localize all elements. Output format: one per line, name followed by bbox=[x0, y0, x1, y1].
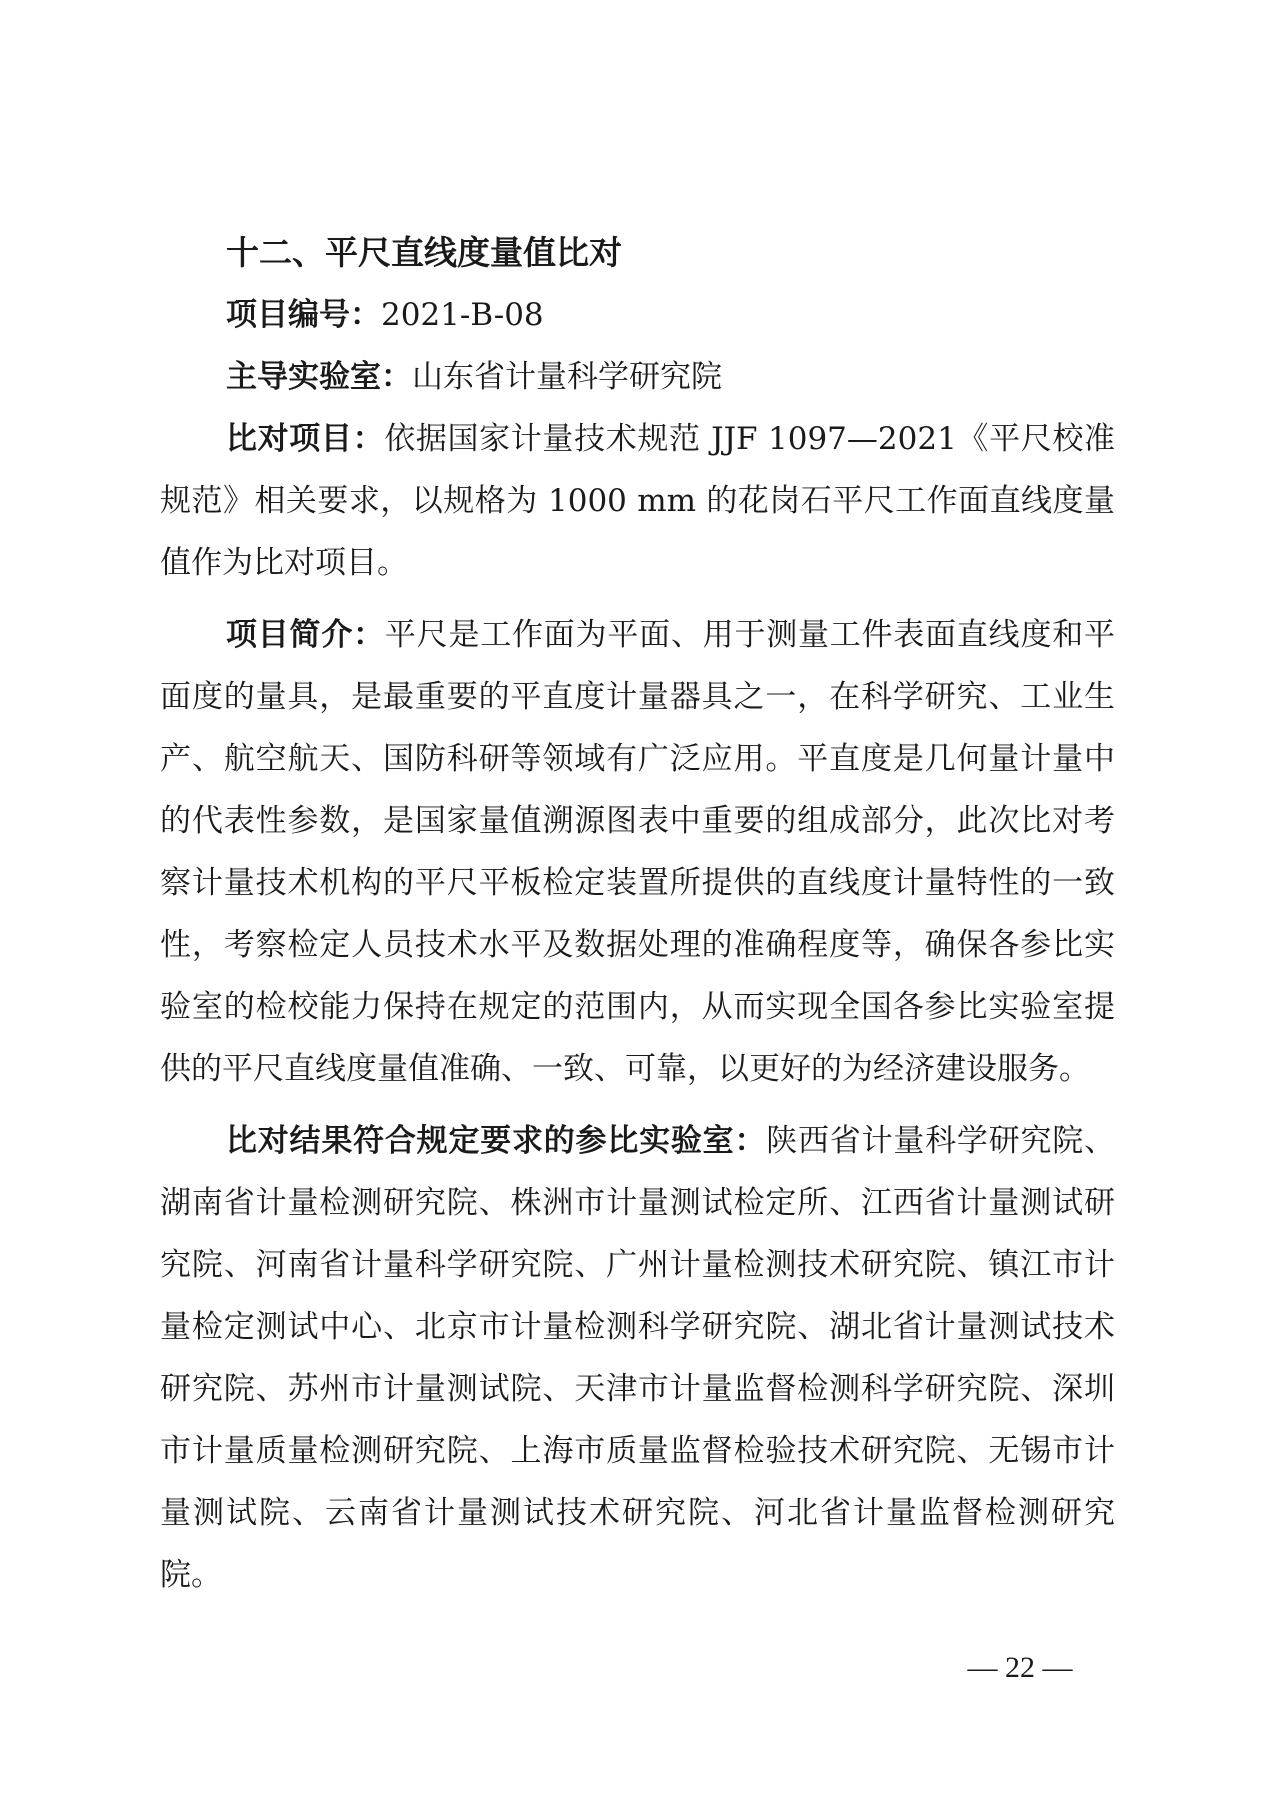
introduction-paragraph bbox=[160, 604, 1115, 1100]
introduction-label: 项目简介： bbox=[226, 617, 385, 653]
lead-lab-value: 山东省计量科学研究院 bbox=[412, 359, 722, 395]
qualified-labs-paragraph bbox=[160, 1110, 1115, 1606]
project-number-label: 项目编号： bbox=[226, 297, 381, 333]
comparison-item-label: 比对项目： bbox=[226, 421, 385, 457]
qualified-labs-text: 陕西省计量科学研究院、湖南省计量检测研究院、株洲市计量测试检定所、江西省计量测试研究院、河南省计量科学研究院、广州计量检测技术研究院、镇江市计量检定测试中心、北京市计量检测科学研究院、湖北省计量测试技术研究院、苏州市计量测试院、天津市计量监督检测科学研究院、深圳市计量质量检测研究院、上海市质量监督检验技术研究院、无锡市计量测试院、云南省计量测试技术研究院、河北省计量监督检测研究院。 bbox=[160, 1123, 1116, 1593]
project-number-line bbox=[160, 284, 1115, 346]
lead-lab-label: 主导实验室： bbox=[226, 359, 412, 395]
page-number: — 22 — bbox=[967, 1651, 1073, 1684]
comparison-item-paragraph bbox=[160, 408, 1115, 594]
qualified-labs-label: 比对结果符合规定要求的参比实验室： bbox=[226, 1123, 767, 1159]
document-body bbox=[160, 222, 1115, 1606]
introduction-text: 平尺是工作面为平面、用于测量工件表面直线度和平面度的量具，是最重要的平直度计量器具之一，在科学研究、工业生产、航空航天、国防科研等领域有广泛应用。平直度是几何量计量中的代表性参数，是国家量值溯源图表中重要的组成部分，此次比对考察计量技术机构的平尺平板检定装置所提供的直线度计量特性的一致性，考察检定人员技术水平及数据处理的准确程度等，确保各参比实验室的检校能力保持在规定的范围内，从而实现全国各参比实验室提供的平尺直线度量值准确、一致、可靠，以更好的为经济建设服务。 bbox=[160, 617, 1115, 1087]
project-number-value: 2021-B-08 bbox=[381, 297, 544, 333]
comparison-item-text: 依据国家计量技术规范 JJF 1097—2021《平尺校准规范》相关要求，以规格为 1000 mm 的花岗石平尺工作面直线度量值作为比对项目。 bbox=[160, 421, 1116, 581]
section-heading: 十二、平尺直线度量值比对 bbox=[226, 233, 622, 272]
lead-lab-line bbox=[160, 346, 1115, 408]
